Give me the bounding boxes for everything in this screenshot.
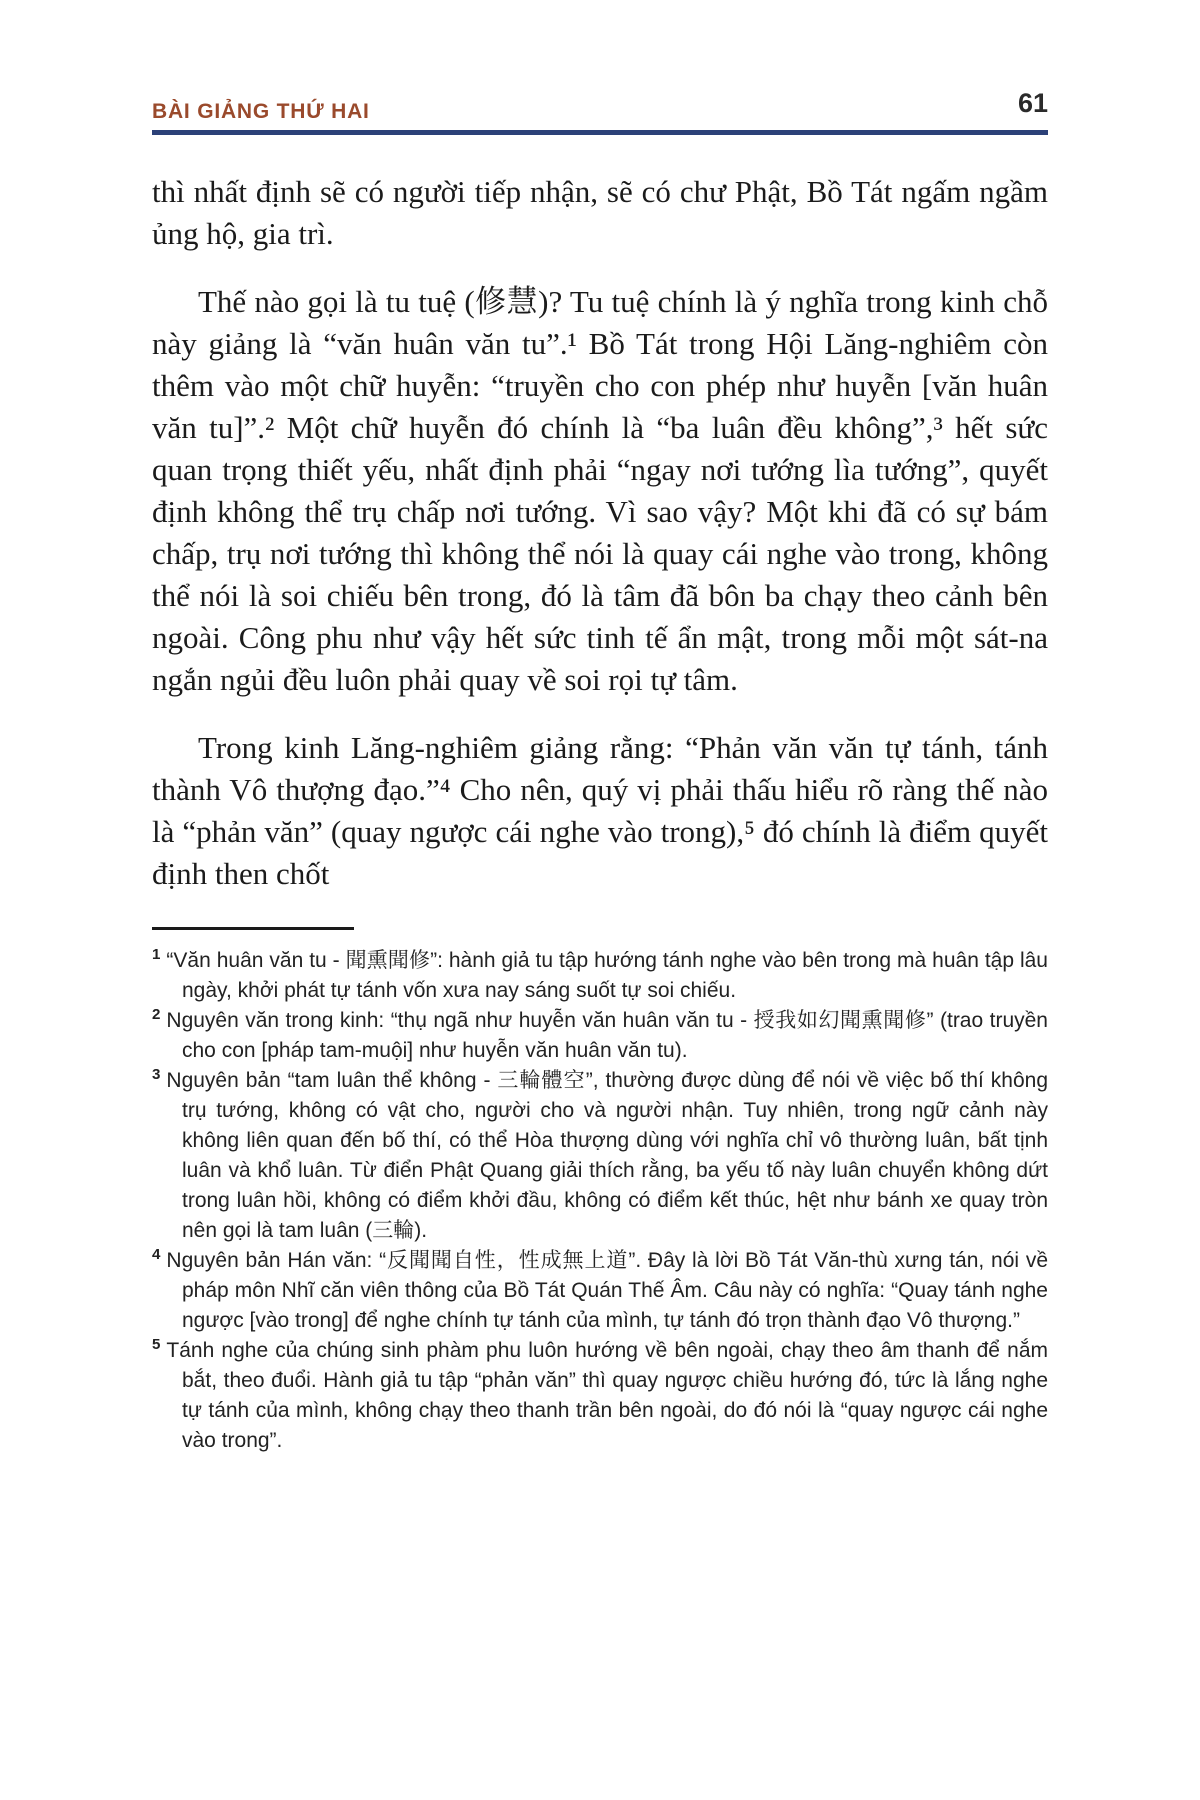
footnote-marker: 1 bbox=[152, 946, 161, 963]
footnote-item bbox=[152, 1336, 1048, 1456]
footnote-text: Nguyên bản Hán văn: “反聞聞自性，性成無上道”. Đây là lời Bồ Tát Văn-thù xưng tán, nói về pháp môn Nhĩ căn viên thông của Bồ Tát Quán Thế Âm. Câu này có nghĩa: “Quay tánh nghe ngược [vào trong] để nghe chính tự tánh của mình, tự tánh đó trọn thành đạo Vô thượng.” bbox=[166, 1249, 1048, 1332]
footnote-item bbox=[152, 1006, 1048, 1066]
footnote-item bbox=[152, 946, 1048, 1006]
footnote-text: Tánh nghe của chúng sinh phàm phu luôn hướng về bên ngoài, chạy theo âm thanh để nắm bắt, theo đuổi. Hành giả tu tập “phản văn” thì quay ngược chiều hướng đó, tức là lắng nghe tự tánh của mình, không chạy theo thanh trần bên ngoài, do đó nói là “quay ngược cái nghe vào trong”. bbox=[166, 1339, 1048, 1452]
paragraph: Trong kinh Lăng-nghiêm giảng rằng: “Phản văn văn tự tánh, tánh thành Vô thượng đạo.”⁴ Cho nên, quý vị phải thấu hiểu rõ ràng thế nào là “phản văn” (quay ngược cái nghe vào trong),⁵ đó chính là điểm quyết định then chốt bbox=[152, 730, 1048, 891]
footnotes-section bbox=[152, 946, 1048, 1456]
footnote-marker: 3 bbox=[152, 1066, 161, 1083]
footnote-text: “Văn huân văn tu - 聞熏聞修”: hành giả tu tập hướng tánh nghe vào bên trong mà huân tập lâu ngày, khởi phát tự tánh vốn xưa nay sáng suốt tự soi chiếu. bbox=[166, 949, 1048, 1002]
page-header bbox=[152, 88, 1048, 135]
running-head-title: BÀI GIẢNG THỨ HAI bbox=[152, 99, 370, 123]
footnote-text: Nguyên bản “tam luân thể không - 三輪體空”, thường được dùng để nói về việc bố thí không trụ tướng, không có vật cho, người cho và người nhận. Tuy nhiên, trong ngữ cảnh này không liên quan đến bố thí, có thể Hòa thượng dùng với nghĩa chỉ vô thường luân, bất tịnh luân và khổ luân. Từ điển Phật Quang giải thích rằng, ba yếu tố này luân chuyển không dứt trong luân hồi, không có điểm khởi đầu, không có điểm kết thúc, hệt như bánh xe quay tròn nên gọi là tam luân (三輪). bbox=[166, 1069, 1048, 1242]
paragraph-continuation: thì nhất định sẽ có người tiếp nhận, sẽ có chư Phật, Bồ Tát ngấm ngầm ủng hộ, gia trì. bbox=[152, 174, 1048, 251]
footnote-text: Nguyên văn trong kinh: “thụ ngã như huyễn văn huân văn tu - 授我如幻聞熏聞修” (trao truyền cho con [pháp tam-muội] như huyễn văn huân văn tu). bbox=[166, 1009, 1048, 1062]
page-number: 61 bbox=[1017, 88, 1048, 118]
footnote-marker: 4 bbox=[152, 1246, 161, 1263]
footnote-separator bbox=[152, 927, 354, 930]
footnote-marker: 2 bbox=[152, 1006, 161, 1023]
body-text bbox=[152, 171, 1048, 895]
footnote-marker: 5 bbox=[152, 1336, 161, 1353]
paragraph: Thế nào gọi là tu tuệ (修慧)? Tu tuệ chính là ý nghĩa trong kinh chỗ này giảng là “văn huân văn tu”.¹ Bồ Tát trong Hội Lăng-nghiêm còn thêm vào một chữ huyễn: “truyền cho con phép như huyễn [văn huân văn tu]”.² Một chữ huyễn đó chính là “ba luân đều không”,³ hết sức quan trọng thiết yếu, nhất định phải “ngay nơi tướng lìa tướng”, quyết định không thể trụ chấp nơi tướng. Vì sao vậy? Một khi đã có sự bám chấp, trụ nơi tướng thì không thể nói là quay cái nghe vào trong, không thể nói là soi chiếu bên trong, đó là tâm đã bôn ba chạy theo cảnh bên ngoài. Công phu như vậy hết sức tinh tế ẩn mật, trong mỗi một sát-na ngắn ngủi đều luôn phải quay về soi rọi tự tâm. bbox=[152, 284, 1048, 697]
footnote-item bbox=[152, 1066, 1048, 1246]
footnote-item bbox=[152, 1246, 1048, 1336]
